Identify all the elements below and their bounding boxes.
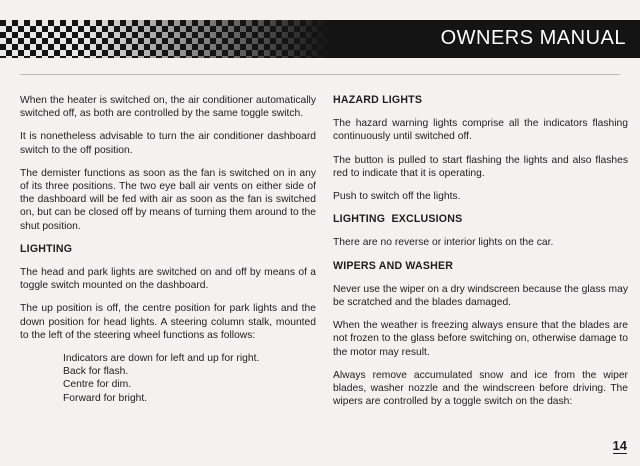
paragraph-aircon-switch: It is nonetheless advisable to turn the air conditioner dashboard switch to the off position. xyxy=(20,131,316,156)
header-divider xyxy=(20,74,620,75)
right-column xyxy=(333,94,628,418)
page-title: OWNERS MANUAL xyxy=(440,27,626,49)
paragraph-head-park-lights: The head and park lights are switched on and off by means of a toggle switch mounted on the dashboard. xyxy=(20,267,316,292)
heading-wipers-washer: WIPERS AND WASHER xyxy=(333,259,454,272)
paragraph-wipers-3: Always remove accumulated snow and ice from the wiper blades, washer nozzle and the windscreen before driving. The wipers are controlled by a toggle switch on the dash: xyxy=(333,369,628,408)
page-number: 14 xyxy=(612,438,627,453)
list-item: Centre for dim. xyxy=(63,379,132,391)
paragraph-hazard-1: The hazard warning lights comprise all the indicators flashing continuously until switched off. xyxy=(333,118,628,143)
list-item: Forward for bright. xyxy=(63,392,148,404)
heading-lighting-exclusions: LIGHTING EXCLUSIONS xyxy=(333,213,463,226)
paragraph-stalk: The up position is off, the centre position for park lights and the down position for head lights. A steering column stalk, mounted to the left of the steering wheel functions as follows: xyxy=(20,303,316,341)
paragraph-hazard-2: The button is pulled to start flashing the lights and also flashes red to indicate that it is operating. xyxy=(333,154,628,179)
stalk-function-list xyxy=(63,352,316,405)
paragraph-demister: The demister functions as soon as the fan is switched on in any of its three positions. The two eye ball air vents on either side of the dashboard will be fed with air as soon as the fan is switched on, but can be closed off by means of turning them around to the shut position. xyxy=(20,167,316,232)
heading-hazard-lights: HAZARD LIGHTS xyxy=(333,94,423,106)
paragraph-exclusions: There are no reverse or interior lights on the car. xyxy=(333,237,554,249)
header-banner xyxy=(0,20,640,58)
checkered-flag-pattern xyxy=(0,20,330,58)
paragraph-hazard-3: Push to switch off the lights. xyxy=(333,191,461,203)
paragraph-wipers-2: When the weather is freezing always ensure that the blades are not frozen to the glass before switching on, otherwise damage to the motor may result. xyxy=(333,320,628,358)
paragraph-wipers-1: Never use the wiper on a dry windscreen because the glass may be scratched and the blades damaged. xyxy=(333,283,628,309)
left-column xyxy=(20,94,316,405)
paragraph-heater: When the heater is switched on, the air conditioner automatically switched off, as both are controlled by the same toggle switch. xyxy=(20,95,316,120)
list-item: Back for flash. xyxy=(63,366,129,378)
heading-lighting: LIGHTING xyxy=(20,242,73,255)
list-item: Indicators are down for left and up for right. xyxy=(63,353,260,365)
